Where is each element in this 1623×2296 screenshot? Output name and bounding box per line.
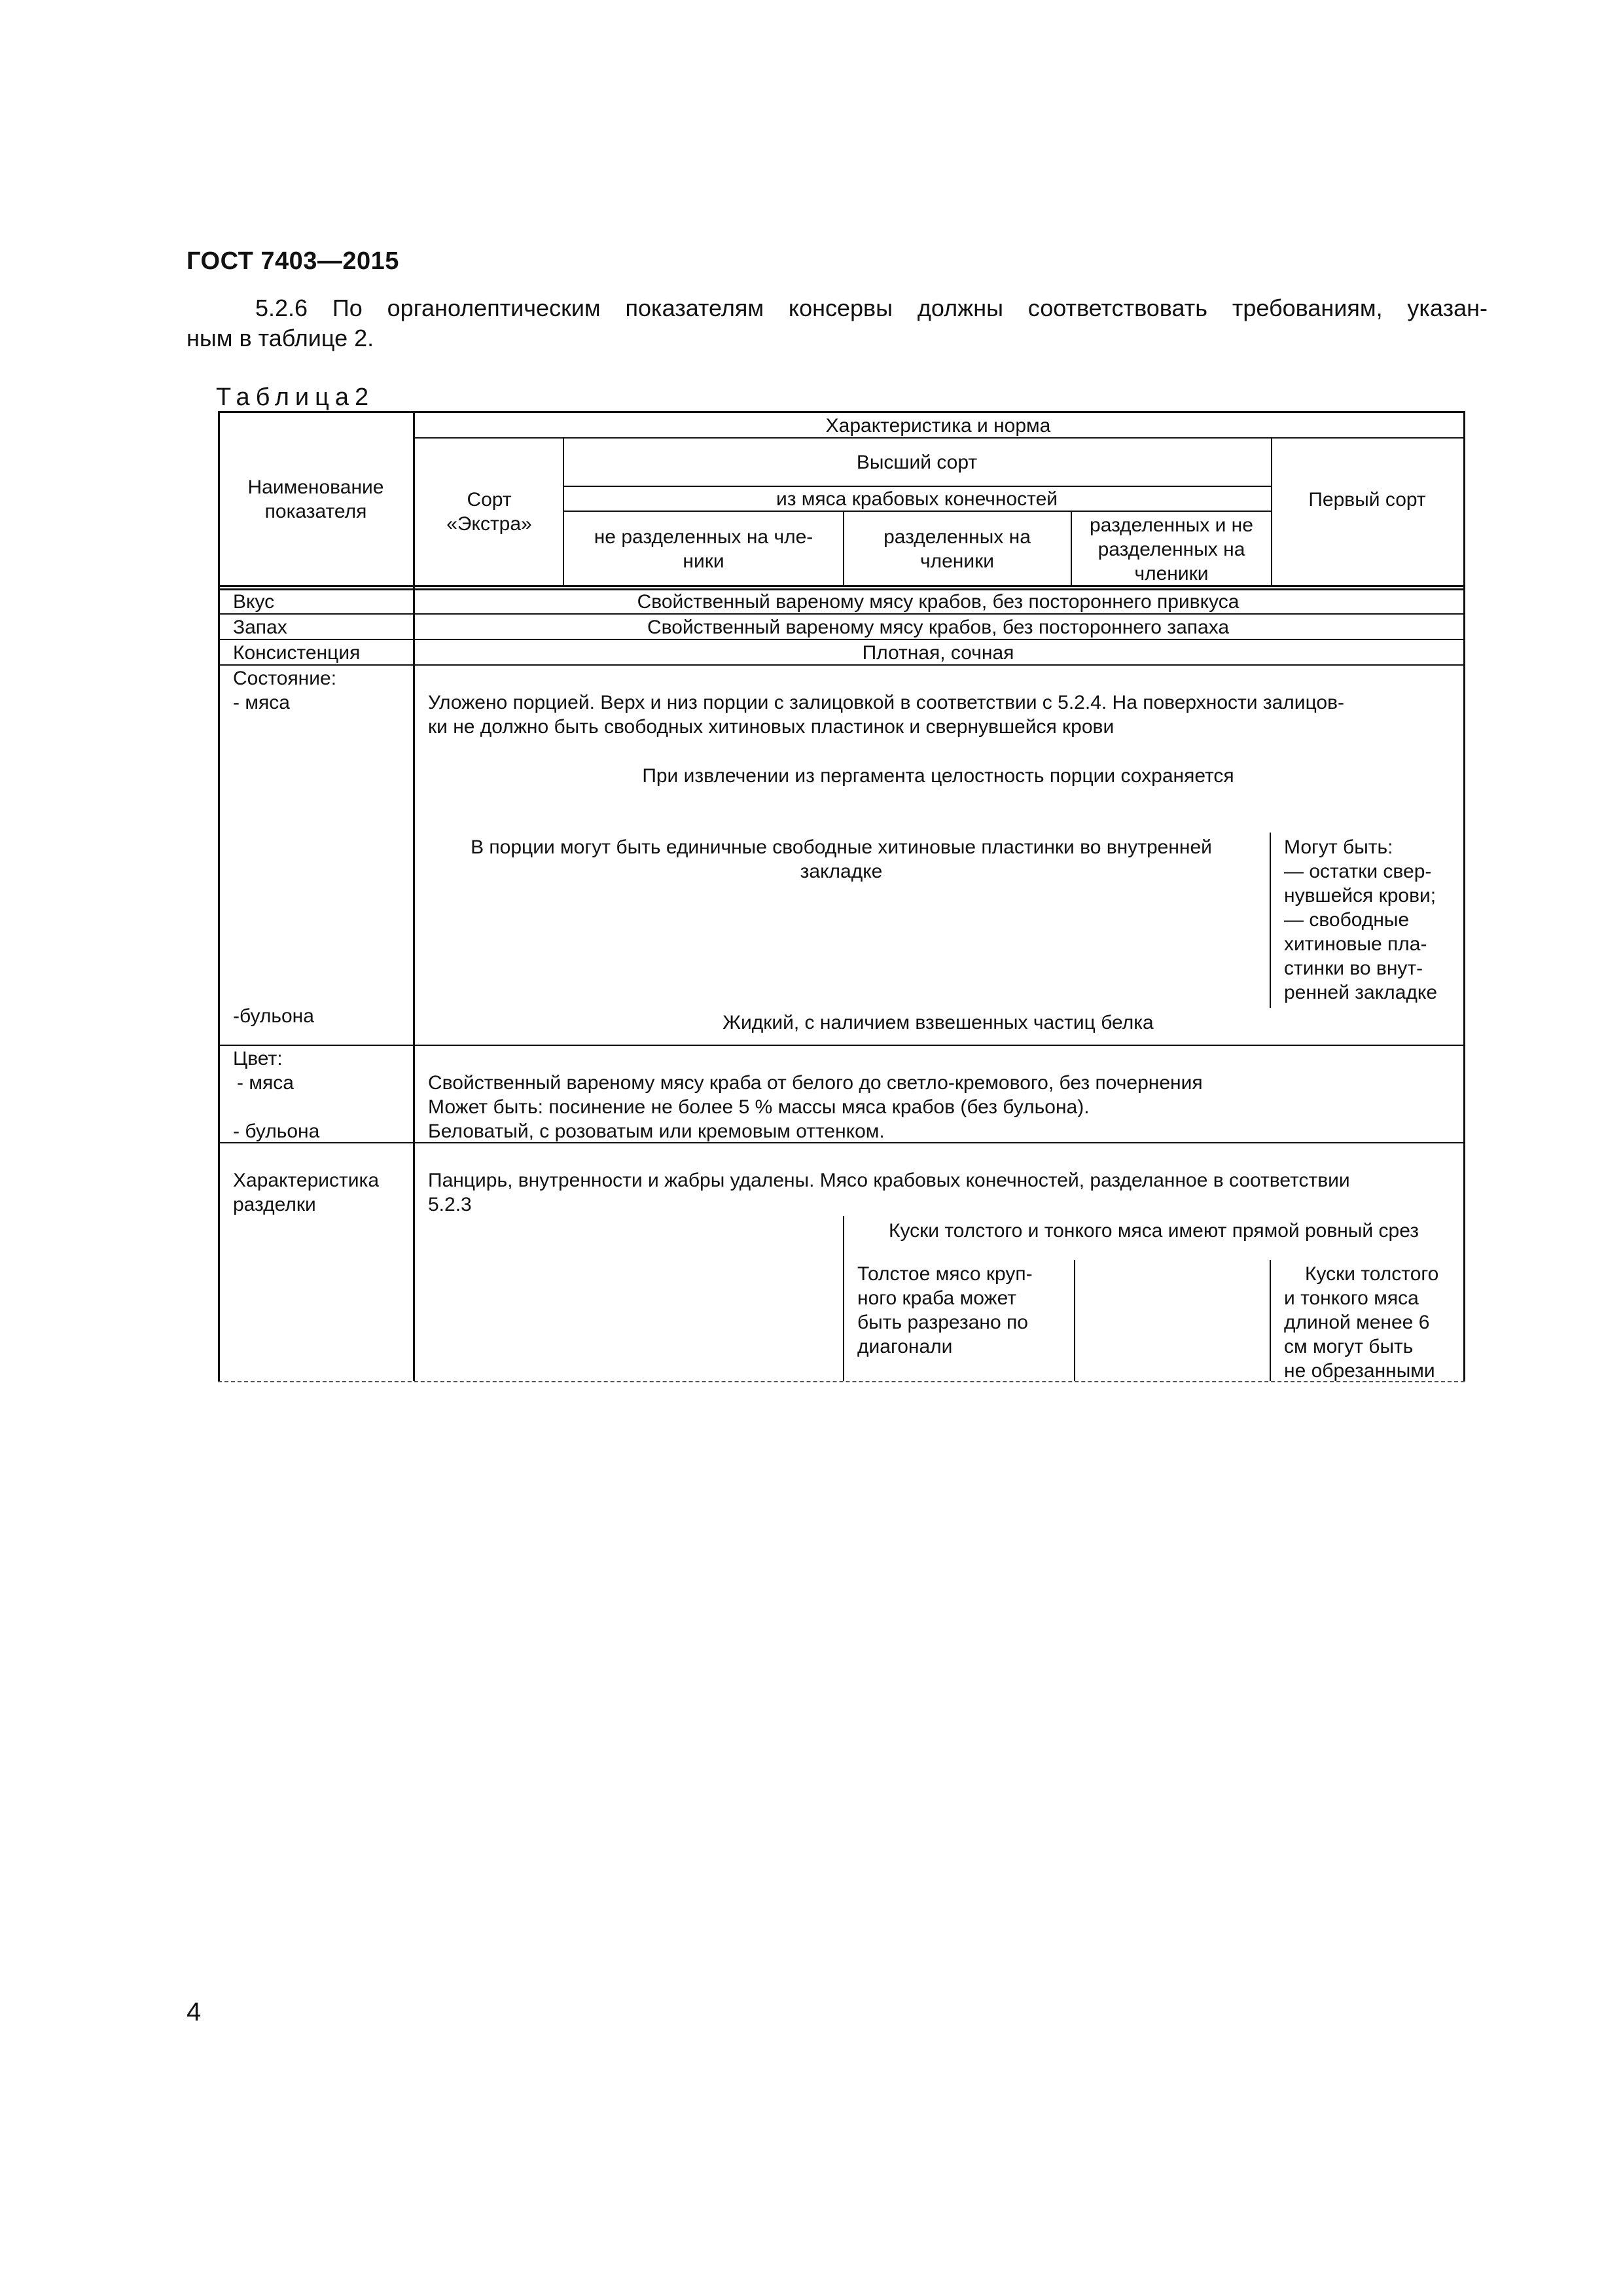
cutting-line-2: 5.2.3: [428, 1194, 472, 1215]
cutting-thick-line: быть разрезано по: [857, 1312, 1028, 1333]
intro-paragraph: [187, 293, 1488, 353]
taste-value: Свойственный вареному мясу крабов, без постороннего привкуса: [637, 591, 1240, 613]
table-caption: Таблица2: [216, 384, 375, 411]
head-extra: Сорт «Экстра»: [446, 489, 532, 535]
head-char-norm: Характеристика и норма: [825, 415, 1051, 437]
color-meat-label: - мяса: [237, 1072, 294, 1094]
cutting-first-line: см могут быть: [1284, 1336, 1414, 1357]
col-divider-split: [843, 511, 844, 586]
smell-label: Запах: [233, 617, 287, 638]
table-right-border: [1463, 411, 1465, 1381]
state-meat-text-1: Уложено порцией. Верх и низ порции с залицовкой в соответствии с 5.2.4. На поверхности залицов-: [428, 692, 1345, 713]
head-split: разделенных на членики: [883, 526, 1031, 572]
state-first-item: нувшейся крови;: [1284, 885, 1436, 906]
intro-line-1: 5.2.6 По органолептическим показателям консервы должны соответствовать требованиям, указан-: [255, 295, 1488, 321]
state-label: Состояние:: [233, 668, 337, 689]
cutting-first-line: не обрезанными: [1284, 1360, 1435, 1382]
cutting-line-1: Панцирь, внутренности и жабры удалены. Мясо крабовых конечностей, разделанное в соответствии: [428, 1170, 1350, 1191]
state-meat-label: - мяса: [233, 692, 290, 713]
consistency-value: Плотная, сочная: [862, 642, 1014, 664]
head-split-and-not: разделенных и не разделенных на членики: [1090, 514, 1253, 584]
header-bottom-border-1: [218, 585, 1465, 587]
color-label: Цвет:: [233, 1048, 283, 1069]
color-broth-label: - бульона: [233, 1121, 320, 1142]
state-first-item: стинки во внут-: [1284, 958, 1423, 979]
state-first-item: — остатки свер-: [1284, 861, 1432, 882]
table-top-border: [218, 411, 1465, 413]
taste-label: Вкус: [233, 591, 275, 613]
state-inner-chitin-1: В порции могут быть единичные свободные хитиновые пластинки во внутренней: [471, 836, 1212, 858]
state-broth-label: -бульона: [233, 1005, 314, 1027]
head-not-split: не разделенных на чле-ники: [594, 526, 813, 572]
head-first: Первый сорт: [1308, 489, 1426, 511]
cutting-label-2: разделки: [233, 1194, 316, 1215]
head-indicator: Наименование показателя: [247, 476, 384, 522]
state-first-divider: [1270, 833, 1271, 1008]
head-from-limbs: из мяса крабовых конечностей: [776, 488, 1058, 510]
col-divider-indicator: [413, 411, 415, 1381]
color-line-2: Может быть: посинение не более 5 % массы мяса крабов (без бульона).: [428, 1096, 1090, 1118]
page-number: 4: [187, 1998, 202, 2026]
col-divider-first: [1271, 437, 1272, 586]
state-meat-text-2: ки не должно быть свободных хитиновых пластинок и свернувшейся крови: [428, 716, 1115, 738]
color-line-3: Беловатый, с розоватым или кремовым оттенком.: [428, 1121, 885, 1142]
line-under-state: [218, 1045, 1465, 1046]
consistency-label: Консистенция: [233, 642, 361, 664]
head-highest: Высший сорт: [856, 452, 978, 473]
table-left-border: [218, 411, 220, 1381]
cutting-first-line: и тонкого мяса: [1284, 1287, 1419, 1309]
cutting-thick-line: Толстое мясо круп-: [857, 1263, 1033, 1285]
state-first-item: хитиновые пла-: [1284, 933, 1427, 955]
cutting-pieces: Куски толстого и тонкого мяса имеют прямой ровный срез: [889, 1220, 1419, 1242]
cutting-divider-c: [1270, 1260, 1271, 1381]
cutting-first-line: длиной менее 6: [1284, 1312, 1430, 1333]
state-first-item: — свободные: [1284, 909, 1410, 931]
state-broth-text: Жидкий, с наличием взвешенных частиц белка: [722, 1012, 1154, 1033]
intro-line-2: ным в таблице 2.: [187, 325, 374, 351]
document-id: ГОСТ 7403—2015: [187, 247, 399, 275]
state-first-item: ренней закладке: [1284, 982, 1438, 1003]
cutting-thick-line: ного краба может: [857, 1287, 1017, 1309]
cutting-first-line: Куски толстого: [1305, 1263, 1439, 1285]
smell-value: Свойственный вареному мясу крабов, без постороннего запаха: [647, 617, 1230, 638]
cutting-thick-line: диагонали: [857, 1336, 953, 1357]
table-continuation-dashes: [218, 1381, 1465, 1382]
state-parchment: При извлечении из пергамента целостность порции сохраняется: [642, 765, 1234, 787]
cutting-label-1: Характеристика: [233, 1170, 380, 1191]
color-line-1: Свойственный вареному мясу краба от белого до светло-кремового, без почернения: [428, 1072, 1203, 1094]
state-first-may: Могут быть:: [1284, 836, 1393, 858]
cutting-divider-b: [1074, 1260, 1075, 1381]
col-divider-split-and-not: [1071, 511, 1072, 586]
state-inner-chitin-2: закладке: [800, 861, 883, 882]
